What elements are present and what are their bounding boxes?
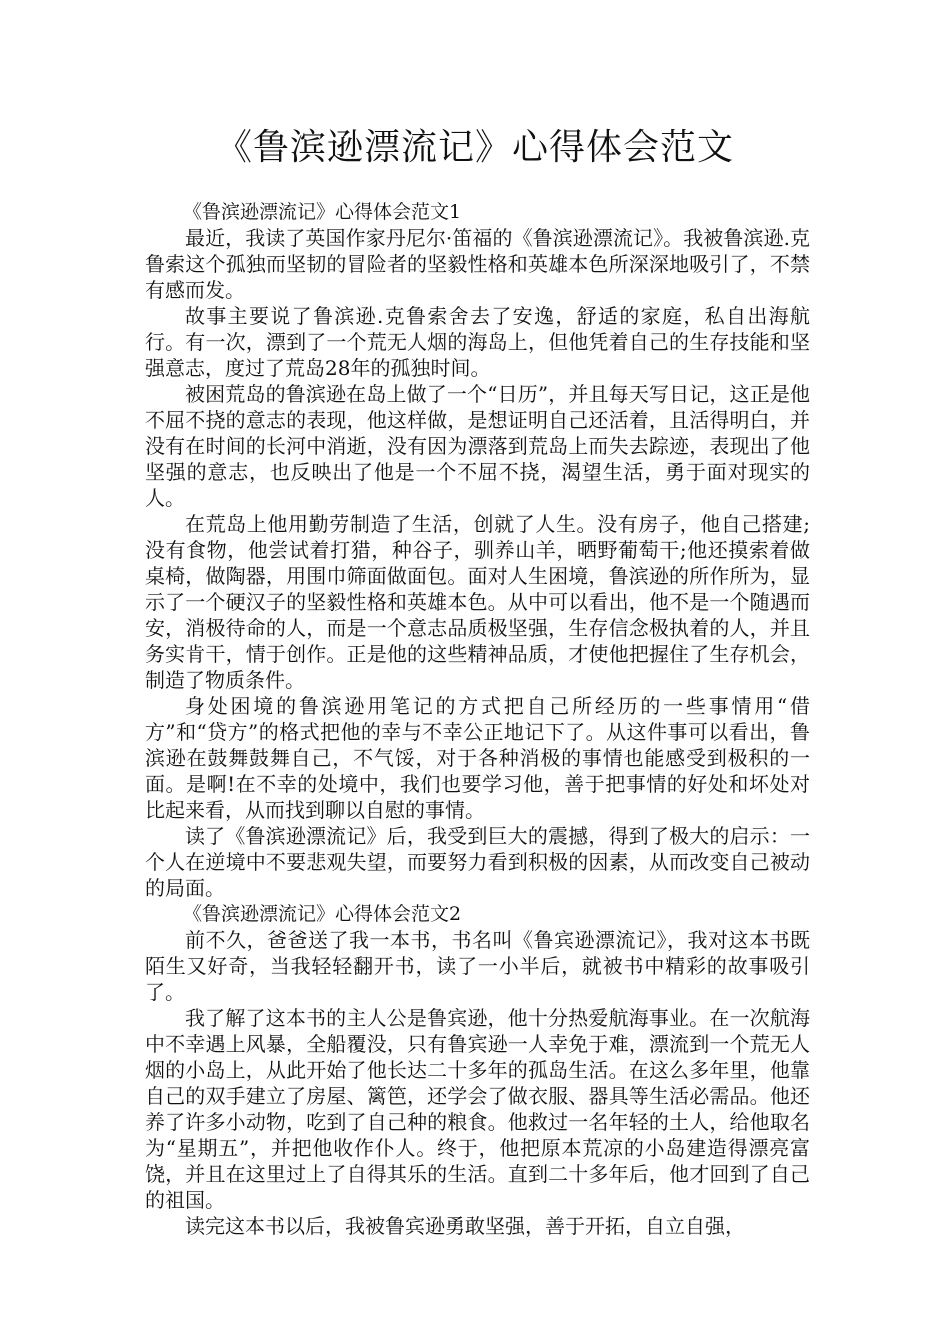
paragraph: 我了解了这本书的主人公是鲁宾逊，他十分热爱航海事业。在一次航海中不幸遇上风暴，全船覆没，只有鲁宾逊一人幸免于难，漂流到一个荒无人烟的小岛上，从此开始了他长达二十多年的孤岛生活。在这么多年里，他靠自己的双手建立了房屋、篱笆，还学会了做衣服、器具等生活必需品。他还养了许多小动物，吃到了自己种的粮食。他救过一名年轻的土人，给他取名为“星期五”，并把他收作仆人。终于，他把原本荒凉的小岛建造得漂亮富饶，并且在这里过上了自得其乐的生活。直到二十多年后，他才回到了自己的祖国。 (145, 1006, 810, 1212)
paragraph: 身处困境的鲁滨逊用笔记的方式把自己所经历的一些事情用“借方”和“贷方”的格式把他的幸与不幸公正地记下了。从这件事可以看出，鲁滨逊在鼓舞鼓舞自己，不气馁，对于各种消极的事情也能感受到极积的一面。是啊!在不幸的处境中，我们也要学习他，善于把事情的好处和坏处对比起来看，从而找到聊以自慰的事情。 (145, 694, 810, 822)
section-heading-2: 《鲁滨逊漂流记》心得体会范文2 (183, 903, 462, 925)
paragraph: 在荒岛上他用勤劳制造了生活，创就了人生。没有房子，他自己搭建;没有食物，他尝试着打猎，种谷子，驯养山羊，晒野葡萄干;他还摸索着做桌椅，做陶器，用围巾筛面做面包。面对人生困境，鲁滨逊的所作所为，显示了一个硬汉子的坚毅性格和英雄本色。从中可以看出，他不是一个随遇而安，消极待命的人，而是一个意志品质极坚强，生存信念极执着的人，并且务实肯干，情于创作。正是他的这些精神品质，才使他把握住了生存机会，制造了物质条件。 (145, 512, 810, 692)
document-body (145, 199, 810, 1239)
paragraph: 最近，我读了英国作家丹尼尔·笛福的《鲁滨逊漂流记》。我被鲁滨逊.克鲁索这个孤独而坚韧的冒险者的坚毅性格和英雄本色所深深地吸引了，不禁有感而发。 (145, 226, 810, 302)
paragraph: 读了《鲁滨逊漂流记》后，我受到巨大的震撼，得到了极大的启示：一个人在逆境中不要悲观失望，而要努力看到积极的因素，从而改变自己被动的局面。 (145, 824, 810, 900)
paragraph: 故事主要说了鲁滨逊.克鲁索舍去了安逸，舒适的家庭，私自出海航行。有一次，漂到了一个荒无人烟的海岛上，但他凭着自己的生存技能和坚强意志，度过了荒岛28年的孤独时间。 (145, 304, 810, 380)
paragraph: 读完这本书以后，我被鲁宾逊勇敢坚强，善于开拓，自立自强， (185, 1214, 745, 1238)
document-title: 《鲁滨逊漂流记》心得体会范文 (215, 127, 734, 168)
paragraph: 前不久，爸爸送了我一本书，书名叫《鲁宾逊漂流记》，我对这本书既陌生又好奇，当我轻轻翻开书，读了一小半后，就被书中精彩的故事吸引了。 (145, 928, 810, 1004)
section-heading-1: 《鲁滨逊漂流记》心得体会范文1 (183, 201, 462, 223)
paragraph: 被困荒岛的鲁滨逊在岛上做了一个“日历”，并且每天写日记，这正是他不屈不挠的意志的表现，他这样做，是想证明自己还活着，且活得明白，并没有在时间的长河中消逝，没有因为漂落到荒岛上而失去踪迹，表现出了他坚强的意志，也反映出了他是一个不屈不挠，渴望生活，勇于面对现实的人。 (145, 382, 810, 510)
